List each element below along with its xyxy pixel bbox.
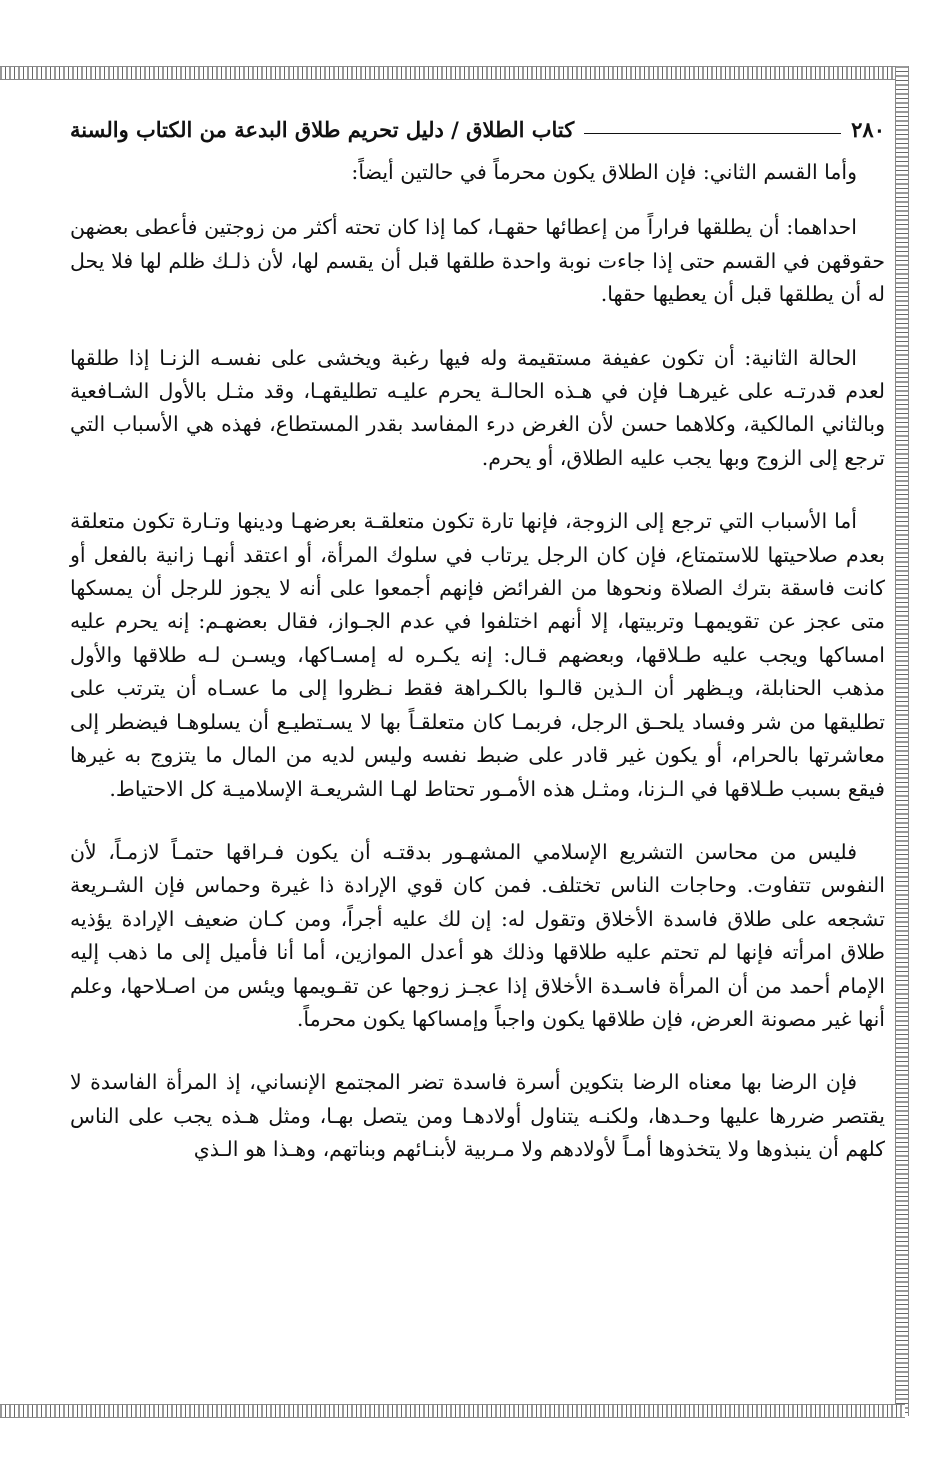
running-header — [70, 108, 885, 142]
paragraph: أما الأسباب التي ترجع إلى الزوجة، فإنها تارة تكون متعلقـة بعرضهـا ودينها وتـارة تكون متعلقة بعدم صلاحيتها للاستمتاع، فإن كان الرجل يرتاب في سلوك المرأة، أو اعتقد أنهـا زانية بالفعل أو كانت فاسقة بترك الصلاة ونحوها من الفرائض فإنهم أجمعوا على أنه لا يجوز للرجل أن يمسكها متى عجز عن تقويمهـا وتربيتها، إلا أنهم اختلفوا في عدم الجـواز، فقال بعضهـم: إنه يحرم عليه امساكها ويجب عليه طـلاقها، وبعضهم قـال: إنه يكـره له إمسـاكها، ويسـن لـه طلاقها والأول مذهب الحنابلة، ويـظهر أن الـذين قالـوا بالكـراهة فقط نـظروا إلى ما عسـاه أن يترتب على تطليقها من شر وفساد يلحـق الرجل، فربمـا كان متعلقـاً بها لا يسـتطيـع أن يسلوهـا فيضطر إلى معاشرتها بالحرام، أو يكون غير قادر على ضبط نفسه وليس لديه من المال ما يتزوج به غيرها فيقع بسبب طـلاقها في الـزنا، ومثـل هذه الأمـور تحتاط لهـا الشريعـة الإسلاميـة كل الاحتياط. — [70, 509, 885, 801]
paragraph: فليس من محاسن التشريع الإسلامي المشهـور بدقتـه أن يكون فـراقها حتمـاً لازمـاً، لأن النفوس تتفاوت. وحاجات الناس تختلف. فمن كان قوي الإرادة ذا غيرة وحماس فإن الشـريعة تشجعه على طلاق فاسدة الأخلاق وتقول له: إن لك عليه أجراً، ومن كـان ضعيف الإرادة يؤذيه طلاق امرأته فإنها لم تحتم عليه طلاقها وذلك هو أعدل الموازين، أما أنا فأميل إلى ما ذهب إليه الإمام أحمد من أن المرأة فاسـدة الأخلاق إذا عجـز زوجها عن تقـويمها ويئس من اصـلاحها، وعلم أنها غير مصونة العرض، فإن طلاقها يكون واجباً وإمساكها يكون محرماً. — [70, 839, 885, 1031]
running-title: كتاب الطلاق / دليل تحريم طلاق البدعة من الكتاب والسنة — [70, 117, 575, 142]
header-rule — [584, 133, 841, 134]
paragraph: فإن الرضا بها معناه الرضا بتكوين أسرة فاسدة تضر المجتمع الإنساني، إذ المرأة الفاسدة لا يقتصر ضررها عليها وحـدها، ولكنـه يتناول أولادهـا ومن يتصل بهـا، ومثل هـذه يجب على الناس كلهم أن ينبذوها ولا يتخذوها أمـاً لأولادهم ولا مـربية لأبنـائهم وبناتهم، وهـذا هو الـذي — [70, 1070, 885, 1162]
paragraph: وأما القسم الثاني: فإن الطلاق يكون محرماً في حالتين أيضاً: — [351, 160, 857, 184]
paragraph: احداهما: أن يطلقها فراراً من إعطائها حقهـا، كما إذا كان تحته أكثر من زوجتين فأعطى بعضهن حقوقهن في القسم حتى إذا جاءت نوبة واحدة طلقها قبل أن يقسم لها، لأن ذلـك ظلم لها فلا يحل له أن يطلقها قبل أن يعطيها حقها. — [70, 215, 885, 307]
paragraph: الحالة الثانية: أن تكون عفيفة مستقيمة وله فيها رغبة ويخشى على نفسـه الزنـا إذا طلقها لعدم قدرتـه على غيرهـا فإن في هـذه الحالـة يحرم عليـه تطليقهـا، وقد مثـل بالأول الشـافعية وبالثاني المالكية، وكلاهما حسن لأن الغرض درء المفاسد بقدر المستطاع، فهذه هي الأسباب التي ترجع إلى الزوج وبها يجب عليه الطلاق، أو يحرم. — [70, 345, 885, 470]
page-number: ٢٨٠ — [851, 117, 885, 142]
page-body — [70, 156, 885, 1197]
page-border-bottom — [0, 1404, 905, 1418]
page-border-right — [895, 66, 909, 1416]
page-border-top — [0, 66, 905, 80]
